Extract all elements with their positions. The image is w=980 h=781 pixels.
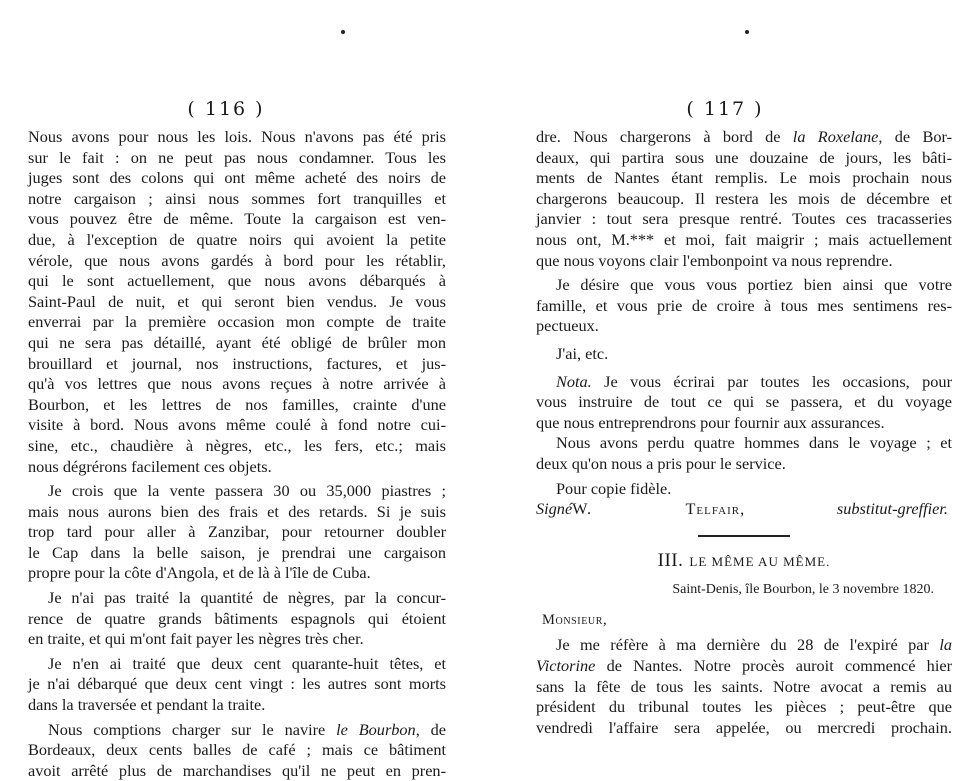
dateline: Saint-Denis, île Bourbon, le 3 novembre 1820. [672, 582, 934, 598]
text-line: sine, etc., chaudière à nègres, etc., les fers, etc.; mais [28, 435, 446, 455]
text-line: famille, et vous prie de croire à tous mes sentimens res- [536, 295, 952, 315]
ship-name: Victorine [536, 656, 596, 676]
text-line: trop tard pour aller à Zanzibar, pour retourner doubler [28, 522, 446, 542]
page-number-left: ( 116 ) [187, 98, 265, 120]
text-line: Nous avons perdu quatre hommes dans le voyage ; et [556, 433, 952, 453]
text-line: deaux, qui partira sous une douzaine de jours, les bâti- [536, 147, 952, 167]
text-line: rence de quatre grands bâtiments espagnols qui étoient [28, 608, 446, 628]
text-line: avoit arrêté plus de marchandises qu'il ne peut en pren- [28, 760, 446, 780]
section-heading: III. LE MÊME AU MÊME. [657, 549, 831, 571]
page-number-right: ( 117 ) [686, 98, 764, 120]
signature-line: SignéW. Telfair, substitut-greffier. [536, 499, 948, 519]
text-line: ments de Nantes étant remplis. Le mois prochain nous [536, 168, 952, 188]
text-line: qui ne sera pas détaillé, ayant été obligé de brûler mon [28, 332, 446, 352]
text-line: visite à bord. Nous avons même coulé à fond notre cui- [28, 415, 446, 435]
text-line: dans la traversée et pendant la traite. [28, 695, 266, 715]
text-line: dre. Nous chargerons à bord de la Roxelane, de Bor- [536, 127, 952, 146]
text-line: due, à l'exception de quatre noirs qui avoient la petite [28, 229, 446, 249]
text-line: sans la fête de tous les saints. Notre avocat a remis au [536, 676, 952, 696]
text-line: Je me réfère à ma dernière du 28 de l'expiré par la [556, 635, 952, 655]
text-line: Je désire que vous vous portiez bien ainsi que votre [556, 275, 952, 295]
text-line: Nota. Je vous écrirai par toutes les occasions, pour [556, 371, 952, 391]
ship-name: la Roxelane [792, 127, 879, 146]
left-page-text [28, 127, 446, 781]
text-line: Bordeaux, deux cents balles de café ; mais ce bâtiment [28, 740, 446, 760]
text-line: sur le fait : on ne peut pas nous condamner. Tous les [28, 147, 446, 167]
text-line: Nous avons pour nous les lois. Nous n'avons pas été pris [28, 127, 446, 146]
text-line: chargerons beaucoup. Il restera les mois de décembre et [536, 188, 952, 208]
text-line: vous instruire de tout ce qui se passera, et du voyage [536, 392, 952, 412]
text-line: Nous comptions charger sur le navire le Bourbon, de [48, 719, 446, 739]
text-line: janvier : tout sera presque rentré. Toutes ces tracasseries [536, 209, 952, 229]
text-line: vérole, que nous avons gardés à bord pour les rétablir, [28, 250, 446, 270]
text-line: deux qu'on nous a pris pour le service. [536, 453, 786, 473]
text-line: qu'à vos lettres que nous avons reçues à notre arrivée à [28, 374, 446, 394]
text-line: que nous entreprendrons pour fournir aux assurances. [536, 412, 885, 432]
right-page-text [536, 127, 952, 738]
text-line: qui le sont actuellement, que nous avons débarqués à [28, 271, 446, 291]
section-divider [698, 535, 790, 537]
right-page [510, 0, 980, 771]
text-line: Victorine de Nantes. Notre procès auroit commencé hier [536, 656, 952, 676]
nota-label: Nota. [556, 371, 592, 391]
text-line: que nous voyons clair l'embonpoint va nous reprendre. [536, 250, 893, 270]
text-line: J'ai, etc. [556, 343, 609, 363]
salutation: Monsieur, [542, 611, 608, 628]
text-line: Je crois que la vente passera 30 ou 35,000 piastres ; [48, 481, 446, 501]
text-line: Saint-Paul de nuit, et qui seront bien vendus. Je vous [28, 291, 446, 311]
ship-name: le Bourbon [336, 719, 416, 739]
text-line: mais nous aurons bien des frais et des retards. Si je suis [28, 501, 446, 521]
text-line: le Cap dans la belle saison, je prendrai une cargaison [28, 542, 446, 562]
left-page [0, 0, 470, 780]
text-line: Bourbon, et les lettres de nos familles, crainte d'une [28, 394, 446, 414]
text-line: pectueux. [536, 316, 599, 336]
text-line: Pour copie fidèle. [556, 478, 672, 498]
text-line: Je n'ai pas traité la quantité de nègres, par la concur- [48, 588, 446, 608]
text-line: vous pouvez être de même. Toute la cargaison est ven- [28, 209, 446, 229]
text-line: Je n'en ai traité que deux cent quarante-huit têtes, et [48, 653, 446, 673]
text-line: vendredi l'affaire sera appelée, ou mercredi prochain. [536, 717, 952, 737]
text-line: je n'ai débarqué que deux cent vingt : les autres sont morts [28, 674, 446, 694]
text-line: nous dégrérons facilement ces objets. [28, 456, 272, 476]
text-line: enverrai par la première occasion mon compte de traite [28, 312, 446, 332]
text-line: brouillard et journal, nos instructions, factures, et jus- [28, 353, 446, 373]
text-line: nous ont, M.*** et moi, fait maigrir ; mais actuellement [536, 229, 952, 249]
text-line: propre pour la côte d'Angola, et de là à l'île de Cuba. [28, 563, 371, 583]
text-line: notre cargaison ; ainsi nous sommes fort tranquilles et [28, 188, 446, 208]
text-line: juges sont des colons qui ont même acheté des noirs de [28, 168, 446, 188]
text-line: président du tribunal toutes les pièces ; peut-être que [536, 697, 952, 717]
text-line: en traite, et qui m'ont fait payer les nègres très cher. [28, 629, 364, 649]
